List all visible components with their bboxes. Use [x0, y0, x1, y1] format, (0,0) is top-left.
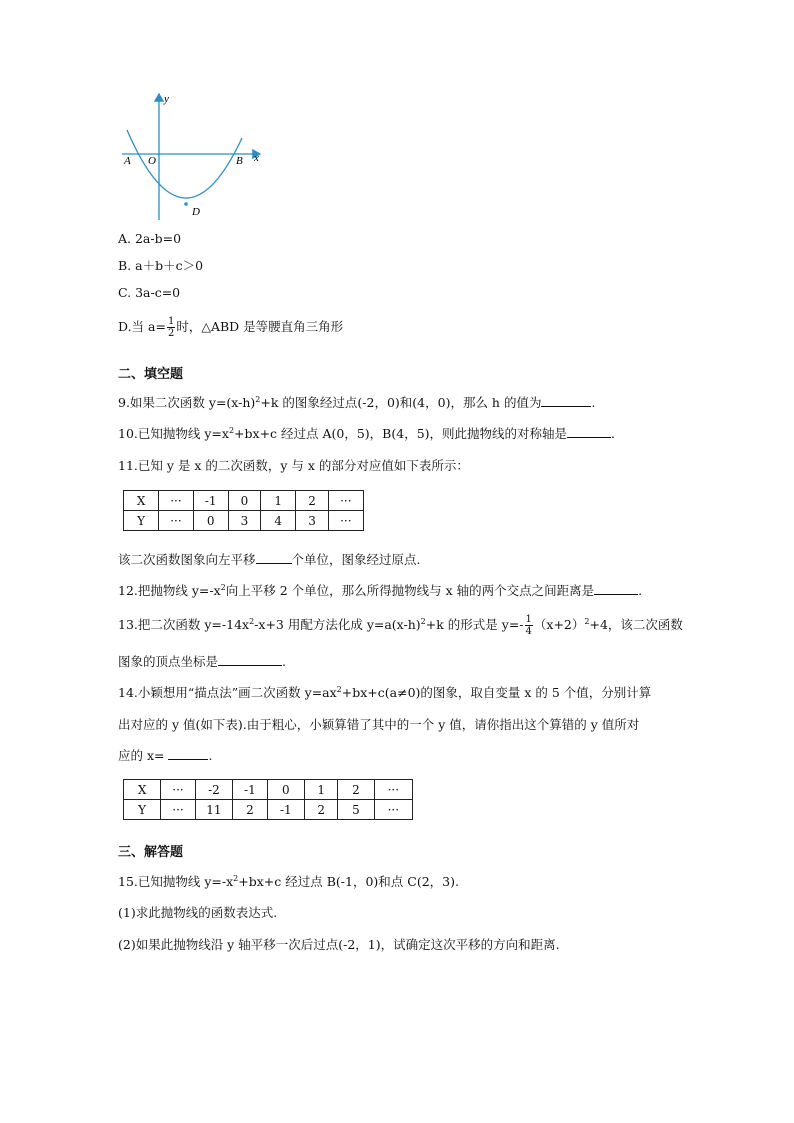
answer-blank-10[interactable] [567, 425, 611, 438]
question-11: 11.已知 y 是 x 的二次函数，y 与 x 的部分对应值如下表所示： [118, 458, 469, 473]
answer-blank-12[interactable] [594, 582, 638, 595]
section-solve-heading: 三、解答题 [118, 845, 184, 860]
point-a-label: A [124, 155, 131, 167]
table-row: X ··· -1 0 1 2 ··· [124, 491, 364, 511]
point-d-label: D [192, 206, 200, 218]
question-12: 12.把抛物线 $y=-x^2$向上平移 2 个单位，那么所得抛物线与 x 轴的两个交点之间距离是 . [118, 583, 643, 598]
table-q11 [123, 490, 364, 531]
option-b: B. a＋b＋c＞0 [118, 258, 204, 273]
option-d [118, 316, 343, 339]
option-d-prefix: D.当 a= [118, 319, 166, 334]
answer-blank-11[interactable] [256, 551, 292, 564]
question-15-part2: (2)如果此抛物线沿 y 轴平移一次后过点(-2，1)，试确定这次平移的方向和距离. [118, 937, 560, 952]
answer-blank-13[interactable] [218, 653, 282, 666]
y-axis-label: y [164, 93, 169, 105]
table-row: Y ··· 11 2 -1 2 5 ··· [124, 800, 413, 820]
question-9: 9.如果二次函数 $y=(x-h)^2+k$ 的图象经过点(-2，0)和(4，0)，那么 h 的值为 . [118, 395, 596, 410]
table-q14 [123, 779, 413, 820]
question-14-line2: 出对应的 y 值(如下表).由于粗心，小颖算错了其中的一个 y 值，请你指出这个算错的 y 值所对 [118, 717, 640, 732]
origin-label: O [148, 155, 156, 167]
question-14-line3: 应的 x= . [118, 748, 213, 763]
question-15: 15.已知抛物线 $y=-x^2+bx+c$ 经过点 B(-1，0)和点 C(2，3). [118, 874, 459, 889]
question-15-part1: (1)求此抛物线的函数表达式. [118, 905, 278, 920]
question-10: 10.已知抛物线 $y=x^2+bx+c$ 经过点 A(0，5)，B(4，5)，则此抛物线的对称轴是 . [118, 426, 616, 441]
question-14-line1: 14.小颖想用“描点法”画二次函数 $y=ax^2+bx+c(a\ne 0)$的图象，取自变量 x 的 5 个值，分别计算 [118, 685, 652, 700]
fraction-one-half: $\frac{1}{2}$ [167, 316, 175, 339]
table-row: X ··· -2 -1 0 1 2 ··· [124, 780, 413, 800]
answer-blank-9[interactable] [541, 394, 591, 407]
option-a: A. 2a-b=0 [118, 231, 182, 246]
section-fill-heading: 二、填空题 [118, 367, 184, 382]
question-13: 13.把二次函数 $y=-14x^2-x+3$ 用配方法化成 $y=a(x-h)^2+k$ 的形式是 y=- $\frac{1}{4}$ $(x+2)^2+4$，该二次函数 [118, 614, 683, 637]
point-b-label: B [236, 155, 243, 167]
fraction-one-quarter: $\frac{1}{4}$ [525, 614, 532, 637]
option-c: C. 3a-c=0 [118, 285, 181, 300]
vertex-point [184, 202, 188, 206]
parabola-curve [127, 130, 242, 198]
option-d-suffix: 时，△ABD 是等腰直角三角形 [176, 319, 344, 334]
question-11-continuation: 该二次函数图象向左平移 个单位，图象经过原点. [118, 552, 421, 567]
answer-blank-14[interactable] [168, 747, 208, 760]
table-row: Y ··· 0 3 4 3 ··· [124, 511, 364, 531]
question-13-line2: 图象的顶点坐标是 . [118, 654, 286, 669]
parabola-graph [118, 90, 268, 225]
x-axis-label: x [254, 152, 259, 164]
